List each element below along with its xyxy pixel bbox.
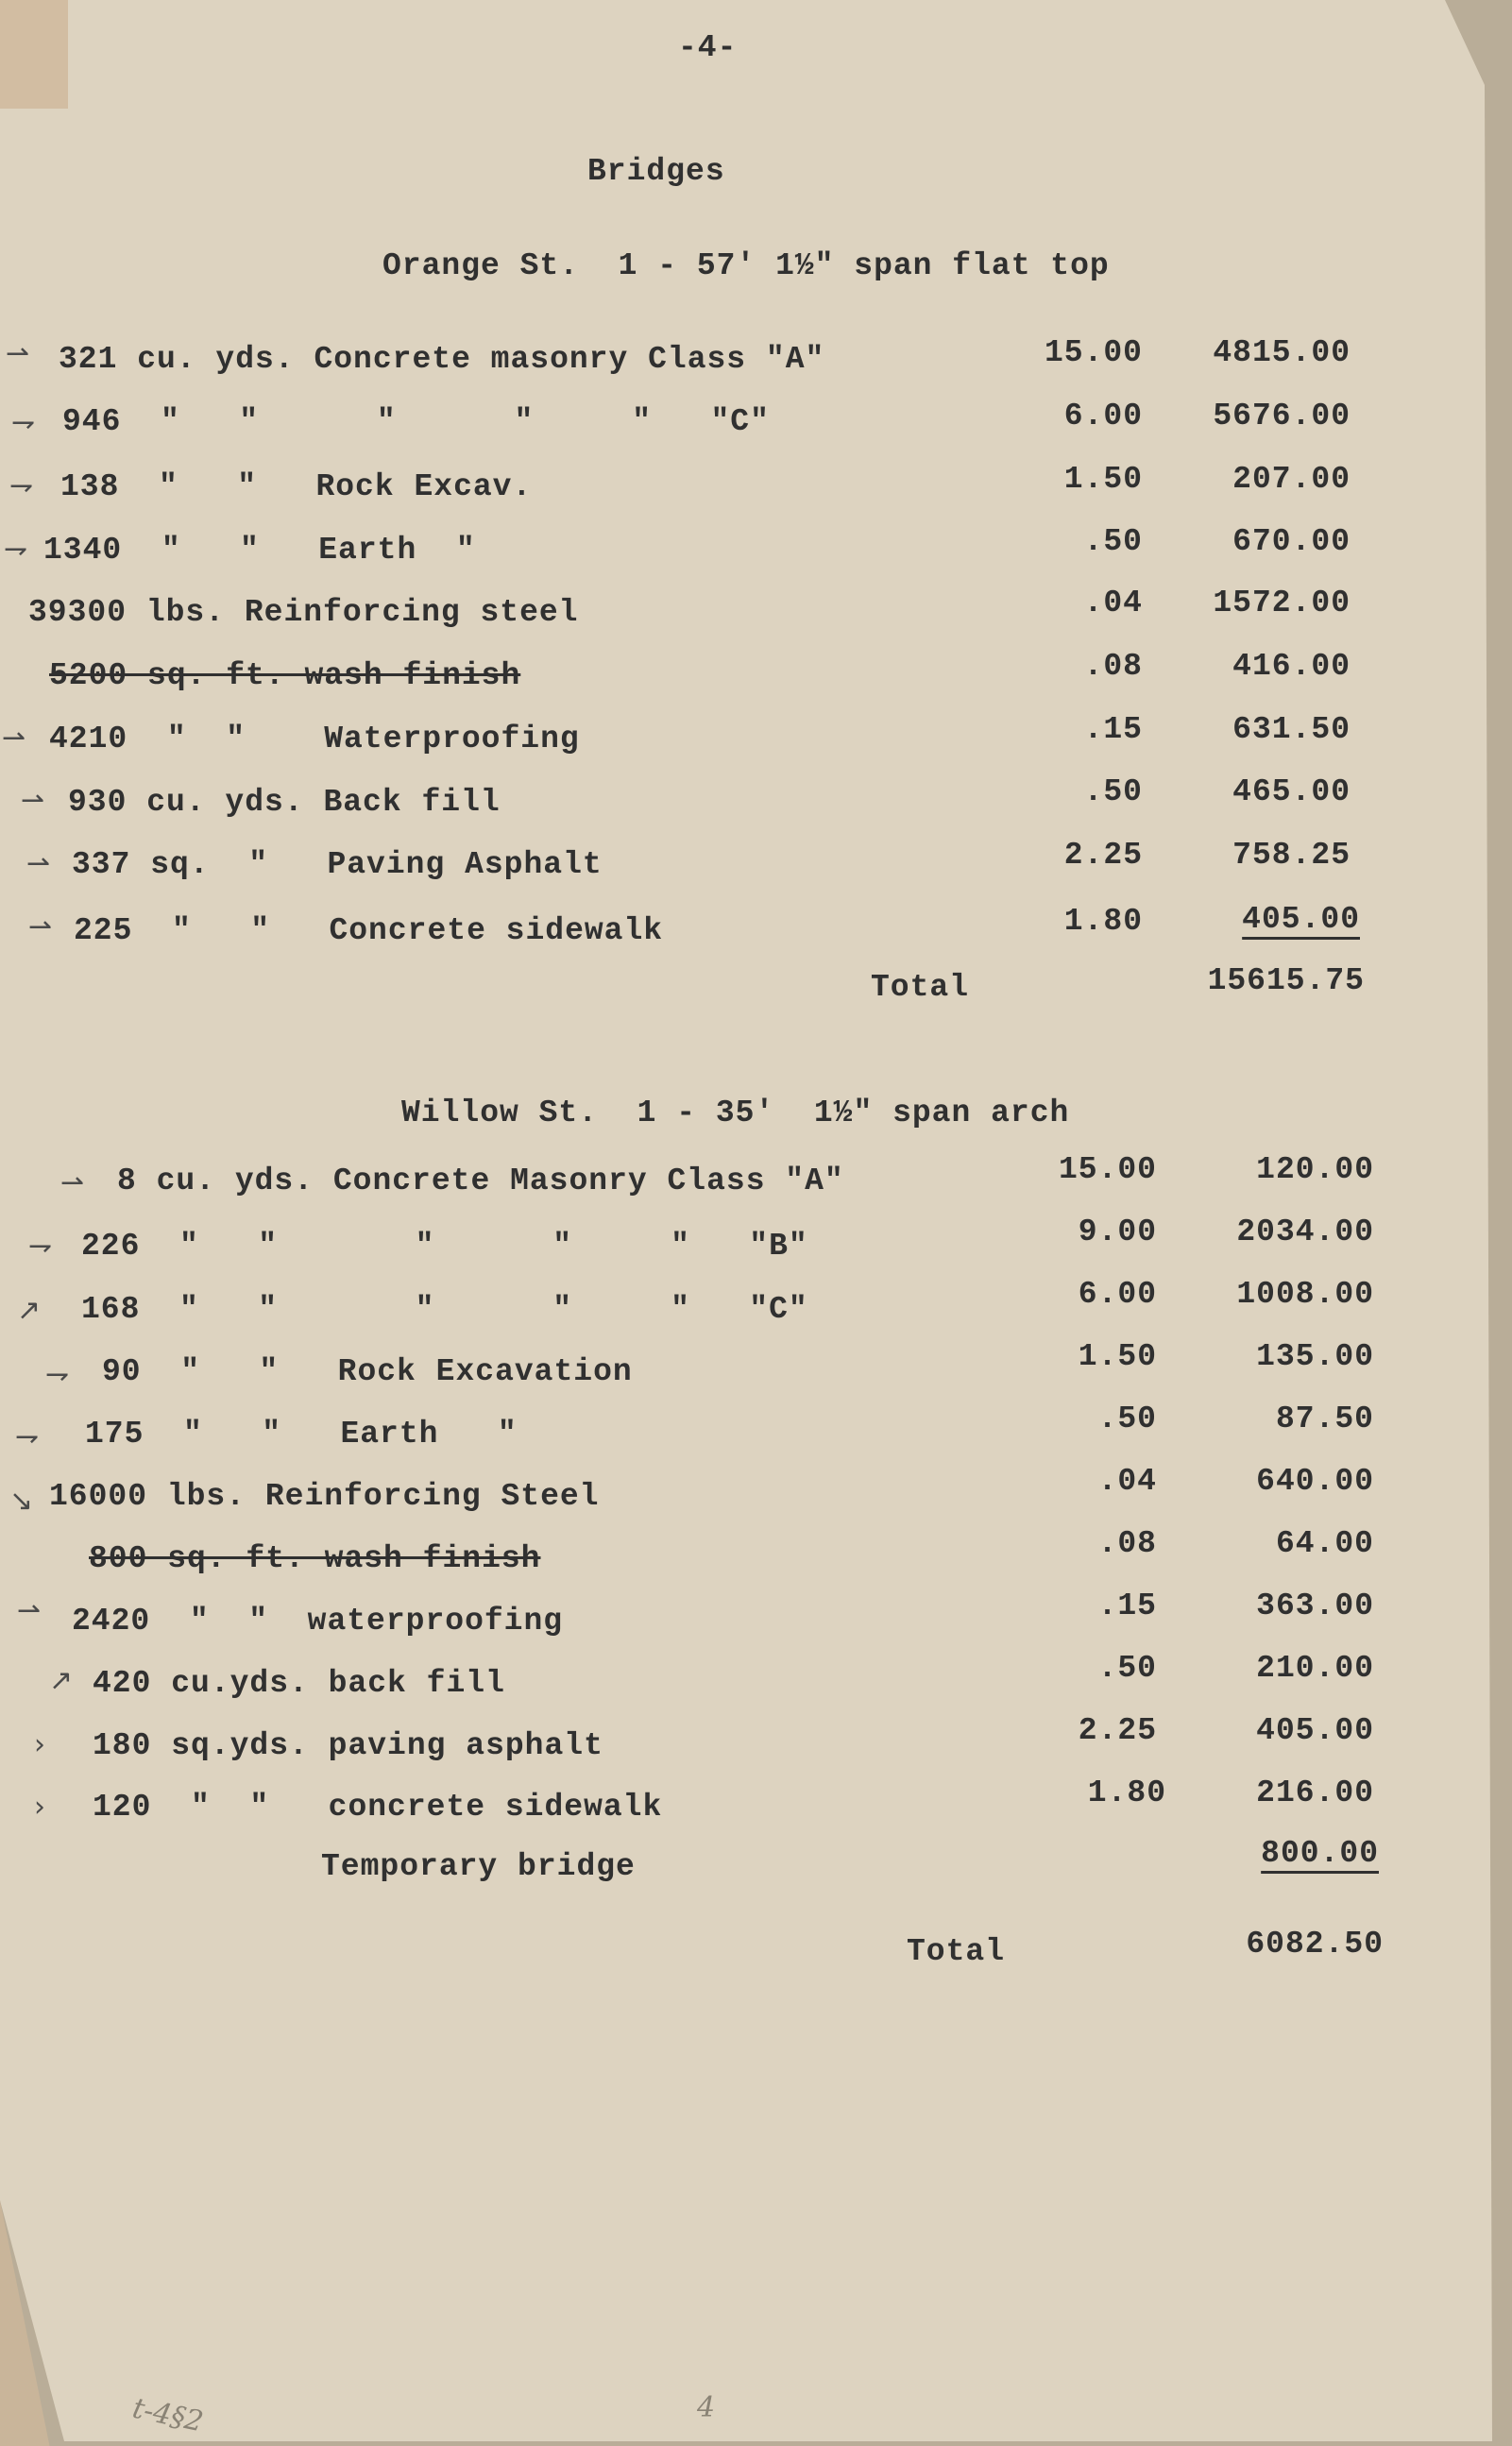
- table-row-rate: .50: [1097, 1651, 1157, 1686]
- tick-mark-icon: ⇀: [17, 1594, 42, 1627]
- tick-mark-icon: ⇀: [21, 784, 45, 817]
- pencil-page-number: 4: [697, 2391, 716, 2424]
- table-row-rate: .50: [1097, 1401, 1157, 1436]
- table-row-amount: 120.00: [1256, 1152, 1374, 1187]
- table-row-amount: 87.50: [1275, 1401, 1374, 1436]
- table-row-amount: 4815.00: [1213, 335, 1351, 370]
- willow-section-title: Willow St. 1 - 35' 1½" span arch: [401, 1096, 1070, 1130]
- willow-total: 6082.50: [1246, 1927, 1384, 1962]
- table-row-rate: .08: [1083, 649, 1143, 684]
- table-row-item-struck: 5200 sq. ft. wash finish: [49, 658, 521, 693]
- orange-total-label: Total: [871, 970, 970, 1005]
- tick-mark-icon: ↘: [9, 1485, 34, 1518]
- table-row-amount: 405.00: [1256, 1713, 1374, 1748]
- table-row-item: Temporary bridge: [321, 1849, 636, 1884]
- table-row-rate: 6.00: [1078, 1277, 1157, 1312]
- table-row-item: 930 cu. yds. Back fill: [68, 785, 501, 820]
- tick-mark-icon: ⇀: [60, 1166, 85, 1199]
- table-row-rate: 6.00: [1063, 399, 1143, 433]
- table-row-rate: 15.00: [1058, 1152, 1157, 1187]
- table-row-rate: 1.80: [1063, 904, 1143, 939]
- table-row-item: 321 cu. yds. Concrete masonry Class "A": [59, 342, 825, 377]
- tick-mark-icon: ↗: [49, 1664, 74, 1697]
- table-row-amount: 5676.00: [1213, 399, 1351, 433]
- table-row-item: 225 " " Concrete sidewalk: [74, 913, 664, 948]
- tick-mark-icon: ⇁: [28, 1230, 53, 1263]
- orange-total: 15615.75: [1207, 963, 1365, 998]
- willow-total-label: Total: [907, 1934, 1006, 1969]
- tick-mark-icon: ⇁: [4, 533, 28, 566]
- tick-mark-icon: ⇀: [28, 910, 53, 943]
- table-row-rate: .50: [1083, 524, 1143, 559]
- table-row-item: 168 " " " " " "C": [81, 1292, 808, 1327]
- table-row-amount: 405.00: [1242, 902, 1360, 937]
- table-row-rate: 9.00: [1078, 1215, 1157, 1249]
- tape-strip: [0, 0, 68, 109]
- pencil-note: t-4§2: [129, 2391, 207, 2439]
- table-row-rate: .15: [1083, 712, 1143, 747]
- table-row-item: 39300 lbs. Reinforcing steel: [28, 595, 579, 630]
- table-row-rate: 2.25: [1078, 1713, 1157, 1748]
- table-row-item: 337 sq. " Paving Asphalt: [72, 847, 603, 882]
- table-row-rate: .04: [1097, 1464, 1157, 1499]
- table-row-rate: 2.25: [1063, 838, 1143, 873]
- table-row-rate: .04: [1083, 586, 1143, 620]
- tick-mark-icon: ⇀: [26, 847, 51, 880]
- table-row-item: 90 " " Rock Excavation: [102, 1354, 633, 1389]
- table-row-item: 2420 " " waterproofing: [72, 1604, 564, 1639]
- table-row-amount: 416.00: [1232, 649, 1351, 684]
- table-row-item: 420 cu.yds. back fill: [93, 1666, 505, 1701]
- table-row-amount: 670.00: [1232, 524, 1351, 559]
- table-row-amount: 64.00: [1275, 1526, 1374, 1561]
- table-row-amount: 2034.00: [1236, 1215, 1374, 1249]
- table-row-amount: 640.00: [1256, 1464, 1374, 1499]
- table-row-amount: 465.00: [1232, 774, 1351, 809]
- table-row-rate: 15.00: [1044, 335, 1143, 370]
- table-row-item-struck: 800 sq. ft. wash finish: [89, 1541, 541, 1576]
- table-row-item: 120 " " concrete sidewalk: [93, 1790, 663, 1825]
- tick-mark-icon: ↗: [17, 1294, 42, 1327]
- table-row-amount: 207.00: [1232, 462, 1351, 497]
- table-row-amount: 1008.00: [1236, 1277, 1374, 1312]
- table-row-rate: .08: [1097, 1526, 1157, 1561]
- table-row-rate: .15: [1097, 1588, 1157, 1623]
- table-row-item: 175 " " Earth ": [85, 1417, 518, 1452]
- table-row-item: 226 " " " " " "B": [81, 1229, 808, 1264]
- table-row-amount: 758.25: [1232, 838, 1351, 873]
- tick-mark-icon: ⇀: [6, 337, 30, 370]
- table-row-amount: 800.00: [1261, 1836, 1379, 1871]
- table-row-item: 8 cu. yds. Concrete Masonry Class "A": [117, 1164, 844, 1198]
- tick-mark-icon: ›: [34, 1791, 45, 1824]
- page-heading: Bridges: [587, 154, 725, 189]
- tick-mark-icon: ⇁: [11, 406, 36, 439]
- table-row-amount: 631.50: [1232, 712, 1351, 747]
- table-row-rate: 1.50: [1063, 462, 1143, 497]
- table-row-item: 946 " " " " " "C": [62, 404, 770, 439]
- table-row-amount: 363.00: [1256, 1588, 1374, 1623]
- table-row-item: 16000 lbs. Reinforcing Steel: [49, 1479, 600, 1514]
- table-row-rate: 1.50: [1078, 1339, 1157, 1374]
- table-row-item: 4210 " " Waterproofing: [49, 722, 580, 756]
- tick-mark-icon: ⇁: [9, 469, 34, 502]
- tick-mark-icon: ›: [34, 1728, 45, 1761]
- tick-mark-icon: ⇀: [2, 722, 26, 755]
- table-row-amount: 216.00: [1256, 1775, 1374, 1810]
- orange-section-title: Orange St. 1 - 57' 1½" span flat top: [382, 248, 1110, 283]
- table-row-amount: 135.00: [1256, 1339, 1374, 1374]
- table-row-item: 1340 " " Earth ": [43, 533, 476, 568]
- table-row-amount: 210.00: [1256, 1651, 1374, 1686]
- table-row-item: 138 " " Rock Excav.: [60, 469, 533, 504]
- tick-mark-icon: ⇁: [45, 1358, 70, 1391]
- table-row-rate: .50: [1083, 774, 1143, 809]
- page-number: -4-: [678, 30, 738, 65]
- table-row-item: 180 sq.yds. paving asphalt: [93, 1728, 603, 1763]
- table-row-rate: 1.80: [1087, 1775, 1166, 1810]
- tick-mark-icon: ⇁: [15, 1420, 40, 1453]
- table-row-amount: 1572.00: [1213, 586, 1351, 620]
